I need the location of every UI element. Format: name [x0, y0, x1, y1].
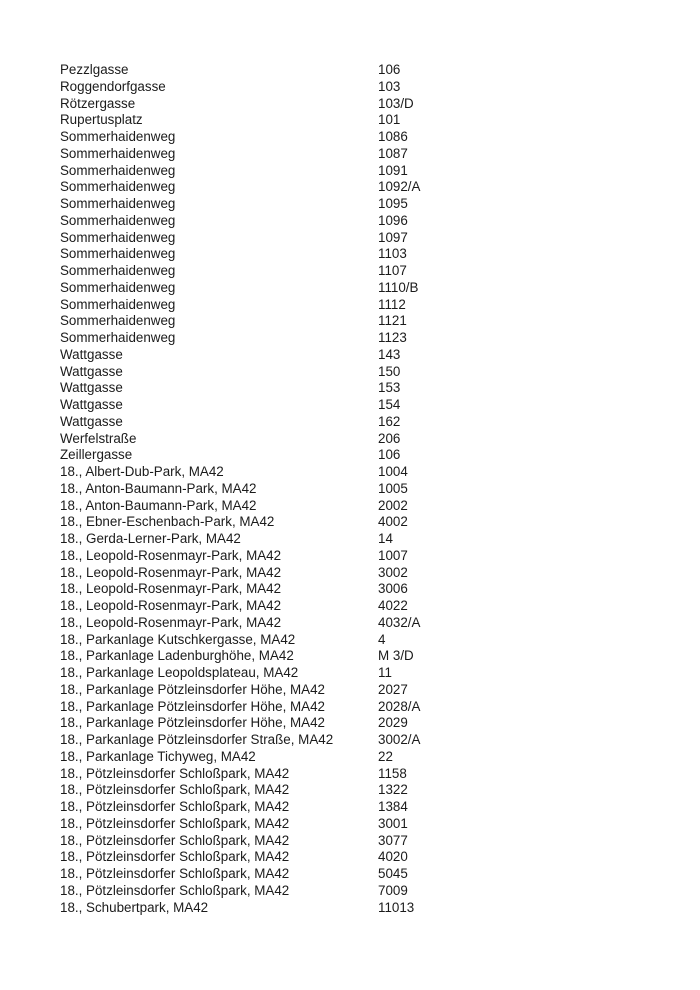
list-item	[60, 900, 640, 917]
house-number: 2029	[378, 715, 408, 731]
street-name: 18., Pötzleinsdorfer Schloßpark, MA42	[60, 782, 290, 798]
house-number: 11	[378, 665, 392, 680]
street-name: Zeillergasse	[60, 447, 133, 463]
street-name: Wattgasse	[60, 363, 123, 379]
street-name: 18., Pötzleinsdorfer Schloßpark, MA42	[60, 815, 290, 831]
street-name: Pezzlgasse	[60, 62, 129, 77]
house-number: 153	[378, 380, 401, 396]
list-item	[60, 849, 640, 866]
street-name: 18., Leopold-Rosenmayr-Park, MA42	[60, 564, 282, 580]
house-number: 4022	[378, 598, 408, 613]
list-item	[60, 213, 640, 230]
list-item	[60, 347, 640, 364]
house-number: 4	[378, 631, 386, 647]
list-item	[60, 648, 640, 665]
house-number: 1004	[378, 464, 408, 479]
house-number: 2028/A	[378, 698, 421, 714]
list-item	[60, 79, 640, 96]
house-number: 1121	[378, 313, 407, 329]
street-name: 18., Parkanlage Kutschkergasse, MA42	[60, 631, 296, 647]
house-number: 1110/B	[378, 279, 419, 295]
house-number: 5045	[378, 866, 408, 881]
house-number: 4032/A	[378, 614, 421, 630]
house-number: 1096	[378, 212, 408, 228]
house-number: 106	[378, 62, 401, 77]
house-number: 3006	[378, 581, 408, 597]
list-item	[60, 112, 640, 129]
house-number: 1095	[378, 196, 408, 211]
house-number: 1123	[378, 330, 407, 345]
street-name: Sommerhaidenweg	[60, 162, 176, 178]
house-number: 1384	[378, 799, 408, 814]
street-name: Wattgasse	[60, 346, 123, 362]
street-name: 18., Leopold-Rosenmayr-Park, MA42	[60, 614, 282, 630]
house-number: 14	[378, 531, 393, 546]
house-number: 101	[378, 112, 401, 128]
street-name: Sommerhaidenweg	[60, 129, 176, 144]
list-item	[60, 246, 640, 263]
street-name: Roggendorfgasse	[60, 78, 166, 94]
street-name: 18., Pötzleinsdorfer Schloßpark, MA42	[60, 832, 290, 848]
house-number: 7009	[378, 882, 408, 898]
street-name: 18., Ebner-Eschenbach-Park, MA42	[60, 514, 275, 530]
house-number: 1086	[378, 129, 408, 144]
street-name: 18., Parkanlage Tichyweg, MA42	[60, 748, 256, 764]
street-name: Sommerhaidenweg	[60, 179, 176, 195]
list-item	[60, 414, 640, 431]
list-item	[60, 883, 640, 900]
street-name: 18., Pötzleinsdorfer Schloßpark, MA42	[60, 799, 290, 814]
list-item	[60, 280, 640, 297]
house-number: M 3/D	[378, 648, 414, 664]
house-number: 1087	[378, 145, 408, 161]
street-name: Werfelstraße	[60, 430, 137, 446]
list-item	[60, 62, 640, 79]
street-name: 18., Parkanlage Leopoldsplateau, MA42	[60, 665, 299, 680]
list-item	[60, 766, 640, 783]
street-name: 18., Leopold-Rosenmayr-Park, MA42	[60, 581, 282, 597]
house-number: 3077	[378, 832, 408, 848]
house-number: 162	[378, 413, 401, 429]
list-item	[60, 699, 640, 716]
street-name: 18., Parkanlage Pötzleinsdorfer Höhe, MA42	[60, 681, 325, 697]
street-name: 18., Pötzleinsdorfer Schloßpark, MA42	[60, 849, 290, 865]
list-item	[60, 531, 640, 548]
list-item	[60, 230, 640, 247]
list-item	[60, 330, 640, 347]
street-name: 18., Parkanlage Pötzleinsdorfer Straße, MA42	[60, 732, 334, 747]
list-item	[60, 816, 640, 833]
street-name: Wattgasse	[60, 380, 123, 396]
list-item	[60, 715, 640, 732]
list-item	[60, 548, 640, 565]
street-name: 18., Schubertpark, MA42	[60, 899, 209, 915]
list-item	[60, 397, 640, 414]
list-item	[60, 481, 640, 498]
list-item	[60, 598, 640, 615]
house-number: 106	[378, 447, 401, 463]
list-item	[60, 732, 640, 749]
list-item	[60, 632, 640, 649]
street-name: Sommerhaidenweg	[60, 313, 176, 329]
house-number: 22	[378, 748, 393, 764]
list-item	[60, 163, 640, 180]
list-item	[60, 565, 640, 582]
address-list	[60, 62, 640, 916]
street-name: Sommerhaidenweg	[60, 279, 176, 295]
list-item	[60, 313, 640, 330]
list-item	[60, 498, 640, 515]
street-name: Sommerhaidenweg	[60, 296, 176, 312]
house-number: 103	[378, 78, 401, 94]
house-number: 1091	[378, 162, 408, 178]
house-number: 1112	[378, 296, 406, 312]
house-number: 154	[378, 397, 401, 412]
list-item	[60, 665, 640, 682]
house-number: 1158	[378, 765, 407, 781]
street-name: Wattgasse	[60, 413, 123, 429]
house-number: 1007	[378, 547, 408, 563]
street-name: Sommerhaidenweg	[60, 196, 176, 211]
house-number: 11013	[378, 899, 415, 915]
street-name: Sommerhaidenweg	[60, 263, 176, 278]
street-name: 18., Leopold-Rosenmayr-Park, MA42	[60, 598, 282, 613]
list-item	[60, 297, 640, 314]
street-name: Rupertusplatz	[60, 112, 143, 128]
street-name: 18., Albert-Dub-Park, MA42	[60, 464, 224, 479]
list-item	[60, 866, 640, 883]
street-name: 18., Parkanlage Pötzleinsdorfer Höhe, MA42	[60, 715, 325, 731]
list-item	[60, 263, 640, 280]
street-name: 18., Leopold-Rosenmayr-Park, MA42	[60, 547, 282, 563]
house-number: 150	[378, 363, 401, 379]
list-item	[60, 464, 640, 481]
street-name: 18., Parkanlage Pötzleinsdorfer Höhe, MA42	[60, 698, 325, 714]
list-item	[60, 799, 640, 816]
street-name: 18., Pötzleinsdorfer Schloßpark, MA42	[60, 866, 290, 881]
house-number: 143	[378, 346, 401, 362]
house-number: 1005	[378, 480, 408, 496]
house-number: 3002/A	[378, 732, 421, 747]
list-item	[60, 96, 640, 113]
house-number: 103/D	[378, 95, 414, 111]
street-name: Sommerhaidenweg	[60, 145, 176, 161]
street-name: Sommerhaidenweg	[60, 212, 176, 228]
street-name: 18., Pötzleinsdorfer Schloßpark, MA42	[60, 765, 290, 781]
house-number: 1092/A	[378, 179, 421, 195]
house-number: 3001	[378, 815, 408, 831]
house-number: 2002	[378, 497, 408, 513]
list-item	[60, 782, 640, 799]
list-item	[60, 196, 640, 213]
street-name: Rötzergasse	[60, 95, 136, 111]
street-name: 18., Parkanlage Ladenburghöhe, MA42	[60, 648, 294, 664]
house-number: 1097	[378, 229, 408, 245]
street-name: 18., Gerda-Lerner-Park, MA42	[60, 531, 241, 546]
list-item	[60, 146, 640, 163]
list-item	[60, 514, 640, 531]
street-name: Sommerhaidenweg	[60, 330, 176, 345]
street-name: 18., Anton-Baumann-Park, MA42	[60, 497, 257, 513]
list-item	[60, 833, 640, 850]
list-item	[60, 581, 640, 598]
street-name: Wattgasse	[60, 397, 123, 412]
list-item	[60, 615, 640, 632]
street-name: 18., Anton-Baumann-Park, MA42	[60, 480, 257, 496]
house-number: 206	[378, 430, 401, 446]
list-item	[60, 364, 640, 381]
house-number: 4002	[378, 514, 408, 530]
list-item	[60, 447, 640, 464]
house-number: 3002	[378, 564, 408, 580]
house-number: 2027	[378, 681, 408, 697]
street-name: Sommerhaidenweg	[60, 246, 176, 262]
street-name: 18., Pötzleinsdorfer Schloßpark, MA42	[60, 882, 290, 898]
house-number: 1107	[378, 263, 407, 278]
list-item	[60, 749, 640, 766]
house-number: 1322	[378, 782, 408, 798]
list-item	[60, 179, 640, 196]
list-item	[60, 129, 640, 146]
house-number: 1103	[378, 246, 407, 262]
house-number: 4020	[378, 849, 408, 865]
street-name: Sommerhaidenweg	[60, 229, 176, 245]
list-item	[60, 380, 640, 397]
list-item	[60, 431, 640, 448]
list-item	[60, 682, 640, 699]
